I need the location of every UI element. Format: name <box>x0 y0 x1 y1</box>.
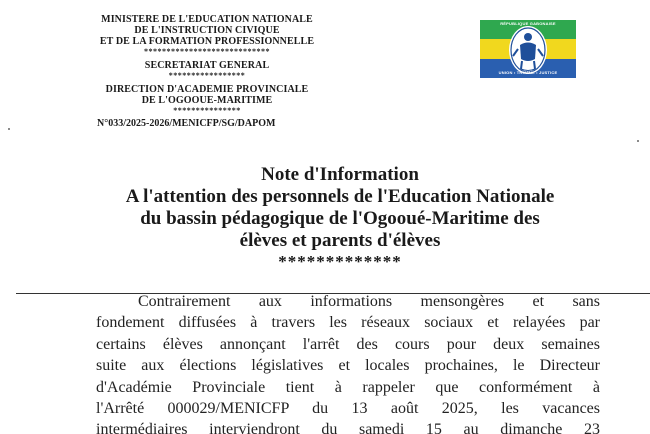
ministry-line: MINISTERE DE L'EDUCATION NATIONALE <box>101 14 313 25</box>
scan-speck <box>8 128 10 130</box>
coat-of-arms-icon <box>507 23 549 75</box>
body-paragraph <box>96 291 600 434</box>
title-line: Note d'Information <box>261 164 419 185</box>
title-stars: ************* <box>278 252 402 271</box>
title-line: du bassin pédagogique de l'Ogooué-Maritime des <box>140 208 540 229</box>
gabon-flag-emblem <box>480 20 576 78</box>
separator-stars: *************** <box>173 106 241 115</box>
body-line: d'Académie Provinciale tient à rappeler que conformément à <box>96 378 600 396</box>
direction-line: DE L'OGOOUE-MARITIME <box>141 95 273 106</box>
body-line: intermédiaires interviendront du samedi 15 au dimanche 23 <box>96 421 600 434</box>
title-line: A l'attention des personnels de l'Education Nationale <box>125 186 555 207</box>
body-line: l'Arrêté 000029/MENICFP du 13 août 2025, les vacances <box>96 400 600 418</box>
body-line: suite aux élections législatives et locales prochaines, le Directeur <box>96 357 600 375</box>
separator-stars: ***************** <box>168 71 246 80</box>
motto-label: UNION • TRAVAIL • JUSTICE <box>498 70 558 75</box>
scan-speck <box>637 140 639 142</box>
body-line: fondement diffusées à travers les réseaux sociaux et relayées par <box>96 314 600 332</box>
republic-label: RÉPUBLIQUE GABONAISE <box>500 21 556 26</box>
ministry-line: DE L'INSTRUCTION CIVIQUE <box>134 25 280 36</box>
title-line: élèves et parents d'élèves <box>239 230 441 251</box>
body-line: Contrairement aux informations mensongères et sans <box>138 293 600 310</box>
ministry-line: ET DE LA FORMATION PROFESSIONNELLE <box>99 36 315 47</box>
note-title <box>60 164 620 272</box>
reference-number: N°033/2025-2026/MENICFP/SG/DAPOM <box>97 118 276 129</box>
letterhead <box>62 14 352 116</box>
separator-stars: **************************** <box>144 47 270 56</box>
secretariat-label: SECRETARIAT GENERAL <box>144 60 270 71</box>
direction-line: DIRECTION D'ACADEMIE PROVINCIALE <box>105 84 309 95</box>
body-line: certains élèves annonçant l'arrêt des cours pour deux semaines <box>96 335 600 353</box>
